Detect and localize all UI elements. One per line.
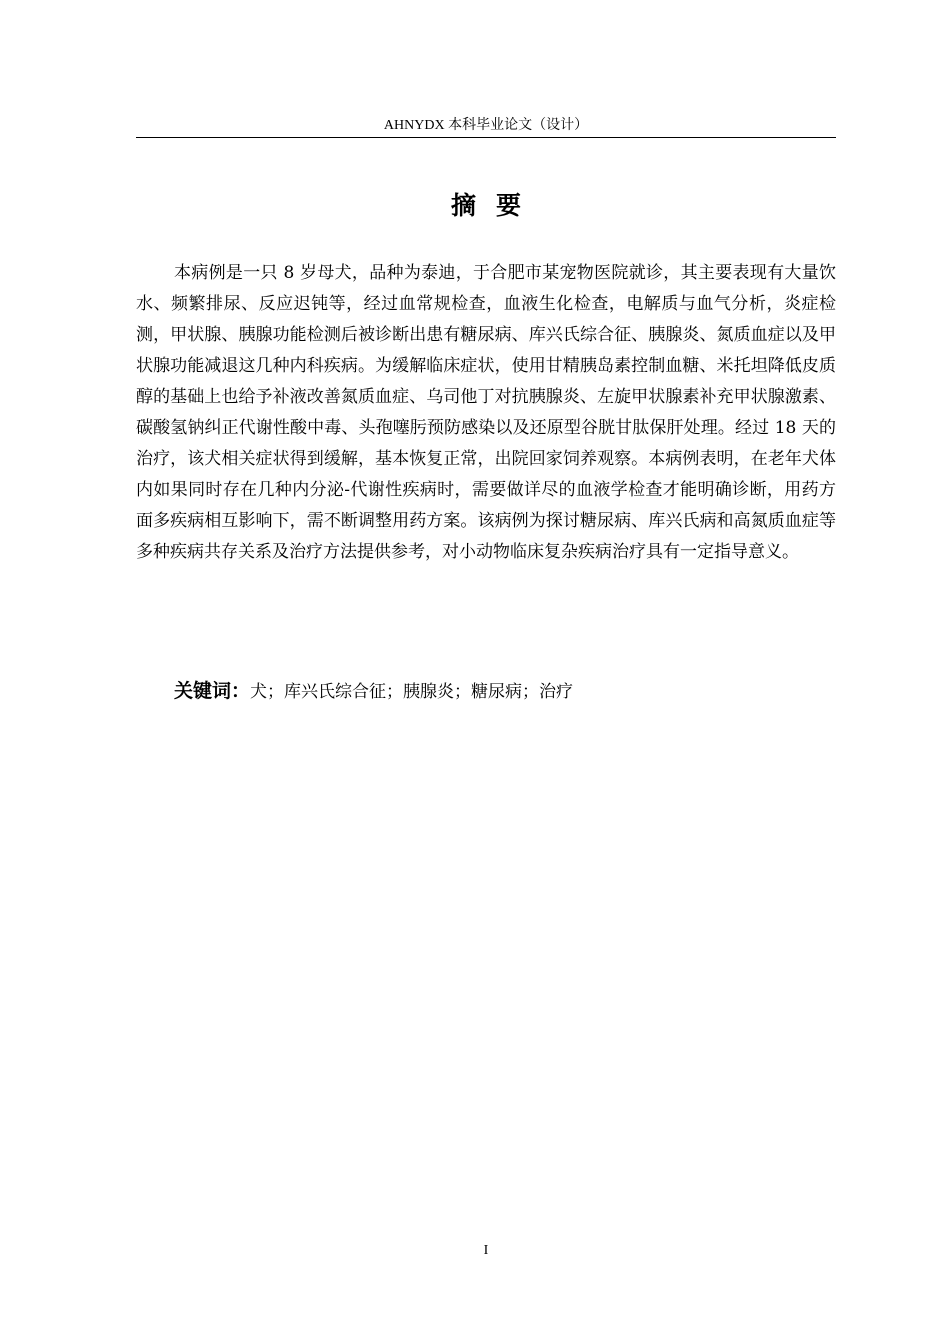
running-header: AHNYDX 本科毕业论文（设计） [383,118,589,133]
abstract-title: 摘要 [450,191,541,220]
header-rule [136,137,836,138]
page-number: I [483,1243,489,1258]
keywords-text: 犬；库兴氏综合征；胰腺炎；糖尿病；治疗 [250,682,574,702]
keywords-label: 关键词： [174,680,251,702]
abstract-body: 本病例是一只 8 岁母犬，品种为泰迪，于合肥市某宠物医院就诊，其主要表现有大量饮水、频繁排尿、反应迟钝等，经过血常规检查，血液生化检查，电解质与血气分析，炎症检测，甲状腺、胰腺功能检测后被诊断出患有糖尿病、库兴氏综合征、胰腺炎、氮质血症以及甲状腺功能减退这几种内科疾病。为缓解临床症状，使用甘精胰岛素控制血糖、米托坦降低皮质醇的基础上也给予补液改善氮质血症、乌司他丁对抗胰腺炎、左旋甲状腺素补充甲状腺激素、碳酸氢钠纠正代谢性酸中毒、头孢噻肟预防感染以及还原型谷胱甘肽保肝处理。经过 18 天的治疗，该犬相关症状得到缓解，基本恢复正常，出院回家饲养观察。本病例表明，在老年犬体内如果同时存在几种内分泌-代谢性疾病时，需要做详尽的血液学检查才能明确诊断，用药方面多疾病相互影响下，需不断调整用药方案。该病例为探讨糖尿病、库兴氏病和高氮质血症等多种疾病共存关系及治疗方法提供参考，对小动物临床复杂疾病治疗具有一定指导意义。 [136,263,836,562]
keywords-line [174,677,836,706]
